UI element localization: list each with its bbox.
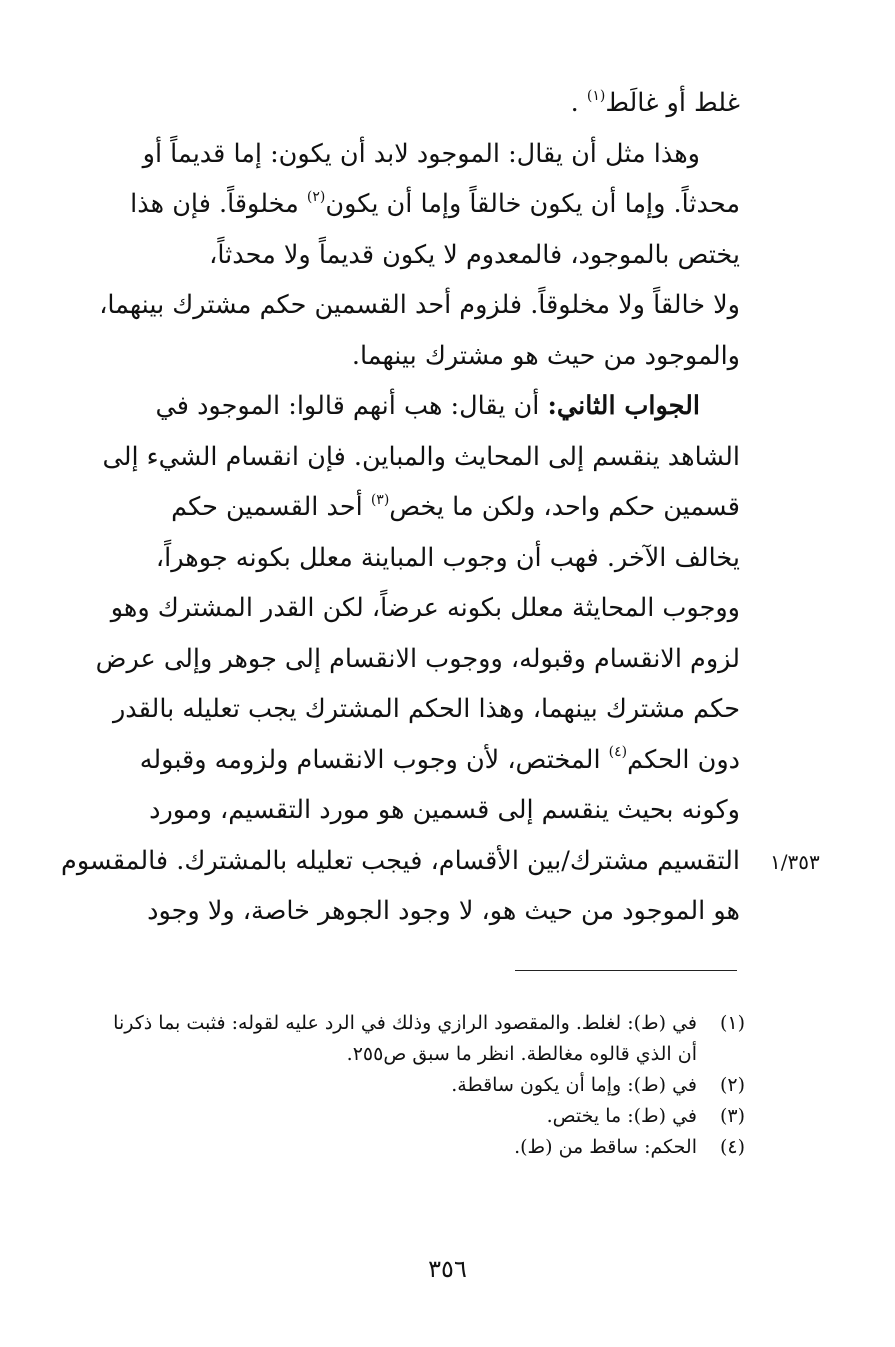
text-line: وهذا مثل أن يقال: الموجود لابد أن يكون: إما قديماً أو [142,138,700,169]
footnote-text: في (ط): ما يختص. [546,1105,697,1127]
footnote-item [50,1101,745,1132]
footnote-ref[interactable]: (٤) [608,744,628,760]
text-line: الشاهد ينقسم إلى المحايث والمباين. فإن انقسام الشيء إلى [102,441,740,472]
text-line: حكم مشترك بينهما، وهذا الحكم المشترك يجب تعليله بالقدر [112,694,740,724]
margin-page-reference: ١/٣٥٣ [770,850,820,874]
footnote-text: أن الذي قالوه مغالطة. انظر ما سبق ص٢٥٥. [346,1043,697,1065]
text-line: يخالف الآخر. فهب أن وجوب المباينة معلل بكونه جوهراً، [155,542,740,573]
text-line: غلط أو غالَط$^{(١)}$ . [570,87,740,118]
text-line: محدثاً. وإما أن يكون خالقاً وإما أن يكون$^{(٢)}$ مخلوقاً. فإن هذا [130,188,740,219]
text-line: ولا خالقاً ولا مخلوقاً. فلزوم أحد القسمين حكم مشترك بينهما، [99,290,740,320]
footnote-ref[interactable]: (٢) [306,188,326,205]
text-line: الجواب الثاني: أن يقال: هب أنهم قالوا: الموجود في [155,391,700,421]
text-line: يختص بالموجود، فالمعدوم لا يكون قديماً ولا محدثاً، [209,239,740,270]
main-text [60,78,740,937]
footnote-text: في (ط): وإما أن يكون ساقطة. [451,1074,697,1096]
text-line: التقسيم مشترك/بين الأقسام، فيجب تعليله بالمشترك. فالمقسوم [61,845,740,876]
text-line: قسمين حكم واحد، ولكن ما يخص$^{(٣)}$ أحد القسمين حكم [171,491,740,522]
text-line: والموجود من حيث هو مشترك بينهما. [351,340,740,371]
section-heading: الجواب الثاني: [547,391,700,421]
footnote-item [50,1070,745,1101]
text-line: وكونه بحيث ينقسم إلى قسمين هو مورد التقسيم، ومورد [149,795,740,825]
text-line: لزوم الانقسام وقبوله، ووجوب الانقسام إلى جوهر وإلى عرض [95,643,740,674]
footnote-number: (٣) [719,1105,745,1127]
footnote-item [50,1132,745,1163]
footnote-number: (١) [719,1012,745,1034]
text-line: دون الحكم$^{(٤)}$ المختص، لأن وجوب الانقسام ولزومه وقبوله [139,744,740,775]
footnotes [50,1008,745,1163]
text-line: ووجوب المحايثة معلل بكونه عرضاً، لكن القدر المشترك وهو [110,593,740,623]
page-number: ٣٥٦ [428,1255,467,1283]
footnote-separator [515,970,737,971]
footnote-number: (٢) [719,1074,745,1096]
footnote-text: في (ط): لغلط. والمقصود الرازي وذلك في الرد عليه لقوله: فثبت بما ذكرنا [113,1012,697,1034]
footnote-item [50,1008,745,1070]
footnote-text: الحكم: ساقط من (ط). [514,1136,697,1158]
footnote-number: (٤) [719,1136,745,1158]
footnote-ref[interactable]: (١) [586,87,606,104]
footnote-ref[interactable]: (٣) [370,491,390,508]
text-line: هو الموجود من حيث هو، لا وجود الجوهر خاصة، ولا وجود [147,896,740,926]
